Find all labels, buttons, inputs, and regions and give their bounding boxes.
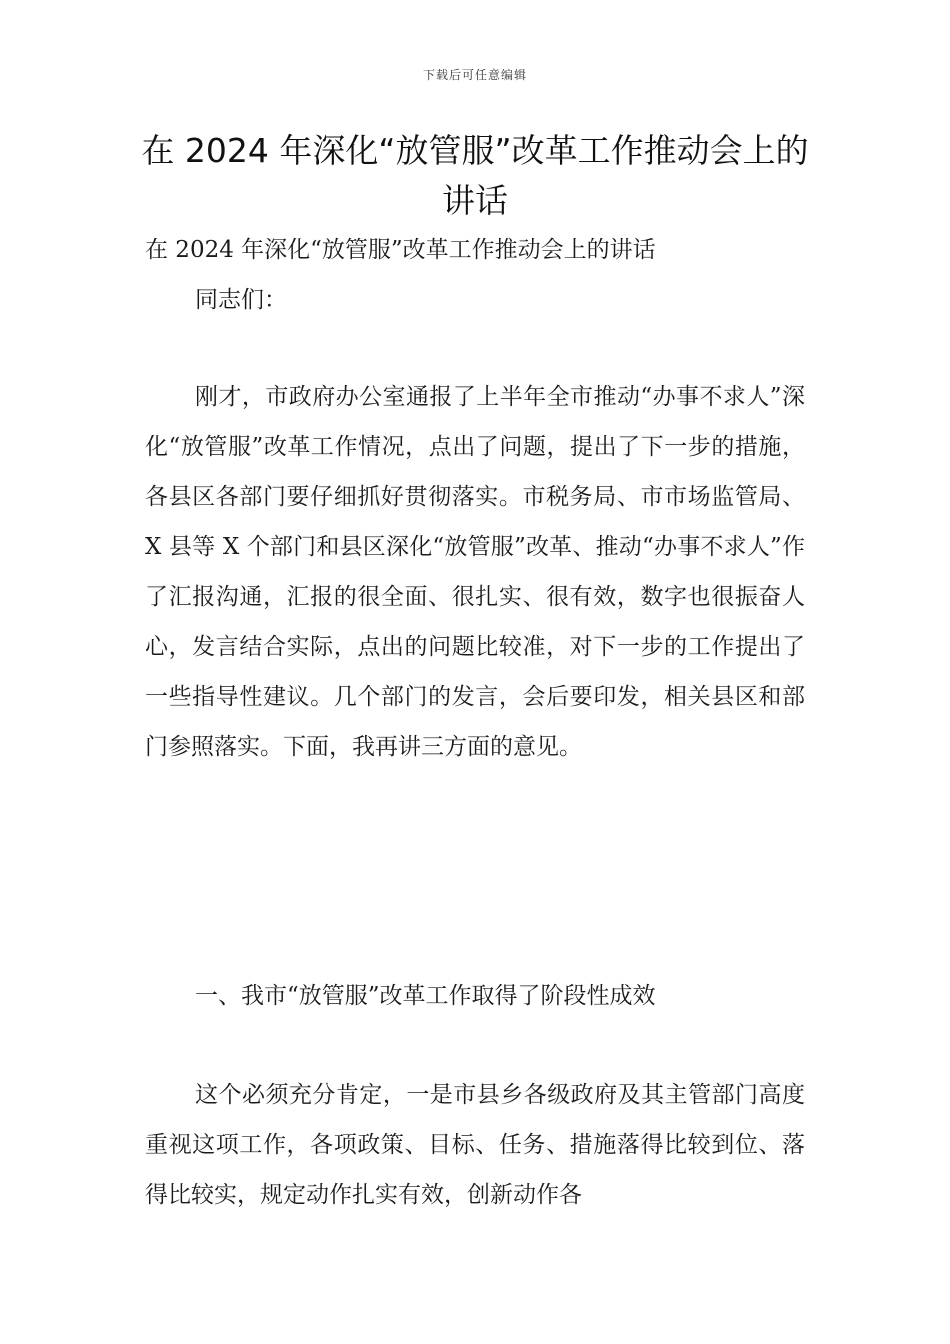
body-paragraph: 这个必须充分肯定，一是市县乡各级政府及其主管部门高度重视这项工作，各项政策、目标、任务、措施落得比较到位、落得比较实，规定动作扎实有效，创新动作各 (145, 1082, 805, 1208)
header-note: 下载后可任意编辑 (422, 68, 527, 82)
body-paragraph: 刚才，市政府办公室通报了上半年全市推动“办事不求人”深化“放管服”改革工作情况，点出了问题，提出了下一步的措施，各县区各部门要仔细抓好贯彻落实。市税务局、市市场监管局、X 县等 X 个部门和县区深化“放管服”改革、推动“办事不求人”作了汇报沟通，汇报的很全面、很扎实、很有效，数字也很振奋人心，发言结合实际，点出的问题比较准，对下一步的工作提出了一些指导性建议。几个部门的发言，会后要印发，相关县区和部门参照落实。下面，我再讲三方面的意见。 (145, 384, 805, 760)
salutation: 同志们： (195, 287, 287, 313)
section-heading: 一、我市“放管服”改革工作取得了阶段性成效 (195, 983, 656, 1009)
document-title: 在 2024 年深化“放管服”改革工作推动会上的讲话 (141, 131, 809, 220)
document-subtitle: 在 2024 年深化“放管服”改革工作推动会上的讲话 (145, 237, 656, 263)
